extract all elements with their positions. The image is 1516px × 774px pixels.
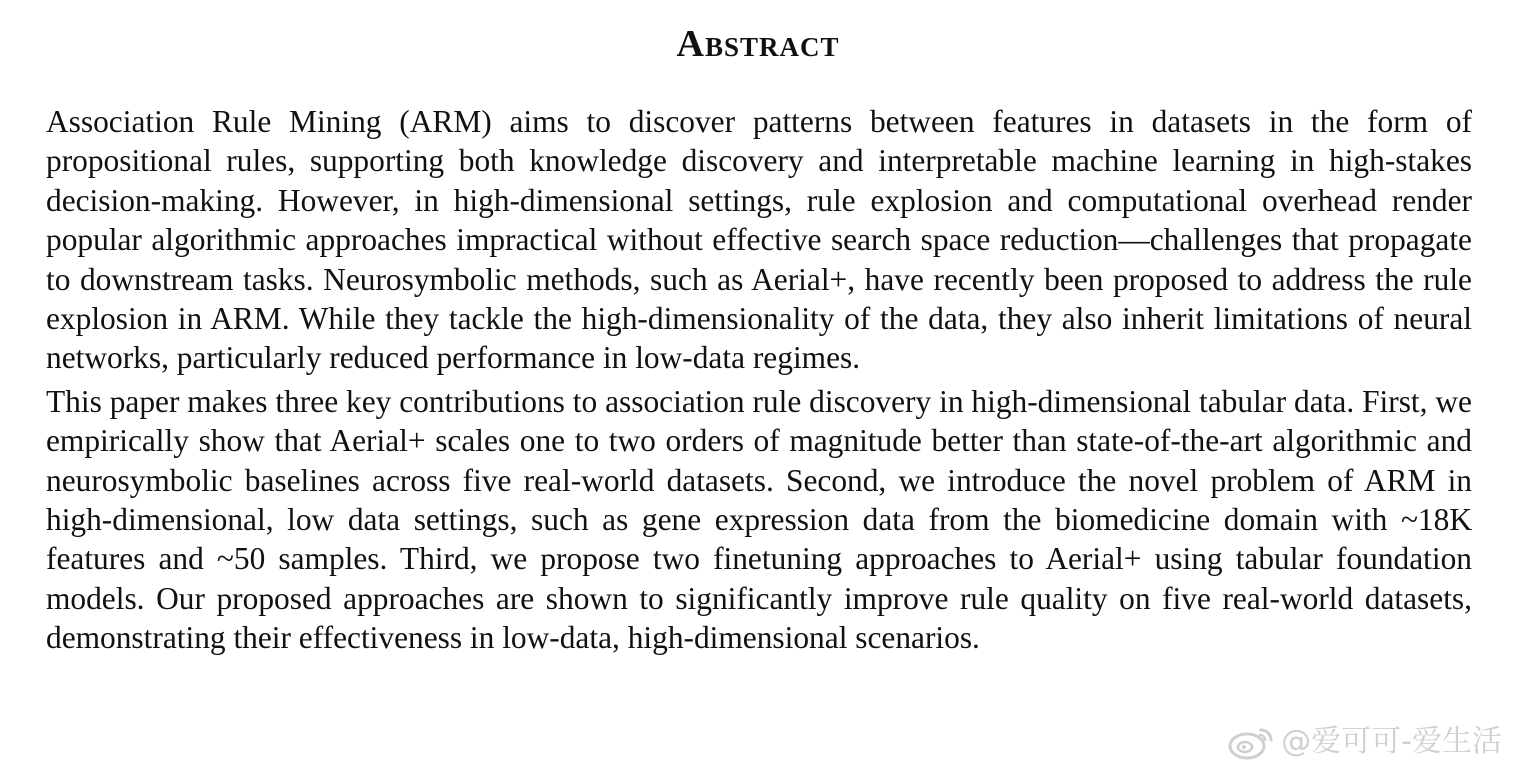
abstract-paragraph-2: This paper makes three key contributions to association rule discovery in high-dimensional tabular data. First, we empirically show that Aerial+ scales one to two orders of magnitude better than state-of-the-art algorithmic and neurosymbolic baselines across five real-world datasets. Second, we introduce the novel problem of ARM in high-dimensional, low data settings, such as gene expression data from the biomedicine domain with ~18K features and ~50 samples. Third, we propose two finetuning approaches to Aerial+ using tabular foundation models. Our proposed approaches are shown to significantly improve rule quality on five real-world datasets, demonstrating their effectiveness in low-data, high-dimensional scenarios. [46,383,1472,656]
weibo-icon [1227,724,1275,760]
abstract-body [46,102,1472,658]
abstract-paragraph-1: Association Rule Mining (ARM) aims to discover patterns between features in datasets in the form of propositional rules, supporting both knowledge discovery and interpretable machine learning in high-stakes decision-making. However, in high-dimensional settings, rule explosion and computational overhead render popular algorithmic approaches impractical without effective search space reduction—challenges that propagate to downstream tasks. Neurosymbolic methods, such as Aerial+, have recently been proposed to address the rule explosion in ARM. While they tackle the high-dimensionality of the data, they also inherit limitations of neural networks, particularly reduced performance in low-data regimes. [46,104,1472,376]
abstract-heading: Abstract [676,23,840,65]
watermark-text: @爱可可-爱生活 [1281,724,1502,759]
watermark [1227,724,1502,760]
